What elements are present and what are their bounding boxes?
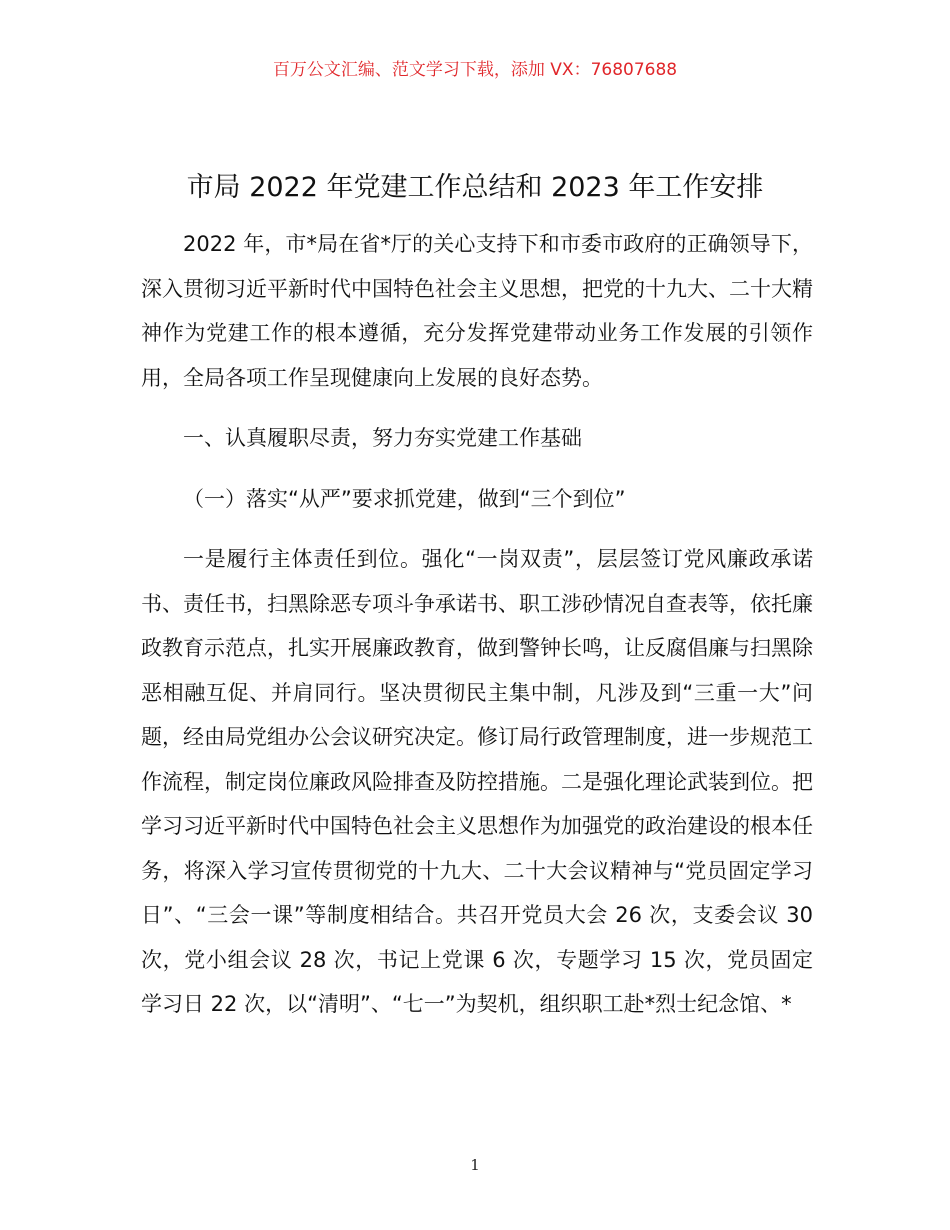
document-title: 市局 2022 年党建工作总结和 2023 年工作安排 [186, 172, 764, 203]
intro-paragraph: 2022 年，市*局在省*厅的关心支持下和市委市政府的正确领导下，深入贯彻习近平新时代中国特色社会主义思想，把党的十九大、二十大精神作为党建工作的根本遵循，充分发挥党建带动业务工作发展的引领作用，全局各项工作呈现健康向上发展的良好态势。 [141, 232, 813, 390]
subsection-heading: （一）落实“从严”要求抓党建，做到“三个到位” [183, 486, 626, 511]
header-note: 百万公文汇编、范文学习下载，添加 VX：76807688 [272, 60, 678, 80]
body-paragraph: 一是履行主体责任到位。强化“一岗双责”，层层签订党风廉政承诺书、责任书，扫黑除恶专项斗争承诺书、职工涉砂情况自查表等，依托廉政教育示范点，扎实开展廉政教育，做到警钟长鸣，让反腐倡廉与扫黑除恶相融互促、并肩同行。坚决贯彻民主集中制，凡涉及到“三重一大”问题，经由局党组办公会议研究决定。修订局行政管理制度，进一步规范工作流程，制定岗位廉政风险排查及防控措施。二是强化理论武装到位。把学习习近平新时代中国特色社会主义思想作为加强党的政治建设的根本任务，将深入学习宣传贯彻党的十九大、二十大会议精神与“党员固定学习日”、“三会一课”等制度相结合。共召开党员大会 26 次，支委会议 30 次，党小组会议 28 次，书记上党课 6 次，专题学习 15 次，党员固定学习日 22 次，以“清明”、“七一”为契机，组织职工赴*烈士纪念馆、* [141, 547, 813, 1016]
page-number: 1 [470, 1156, 480, 1174]
section-heading: 一、认真履职尽责，努力夯实党建工作基础 [183, 426, 582, 450]
document-body [141, 222, 813, 1027]
